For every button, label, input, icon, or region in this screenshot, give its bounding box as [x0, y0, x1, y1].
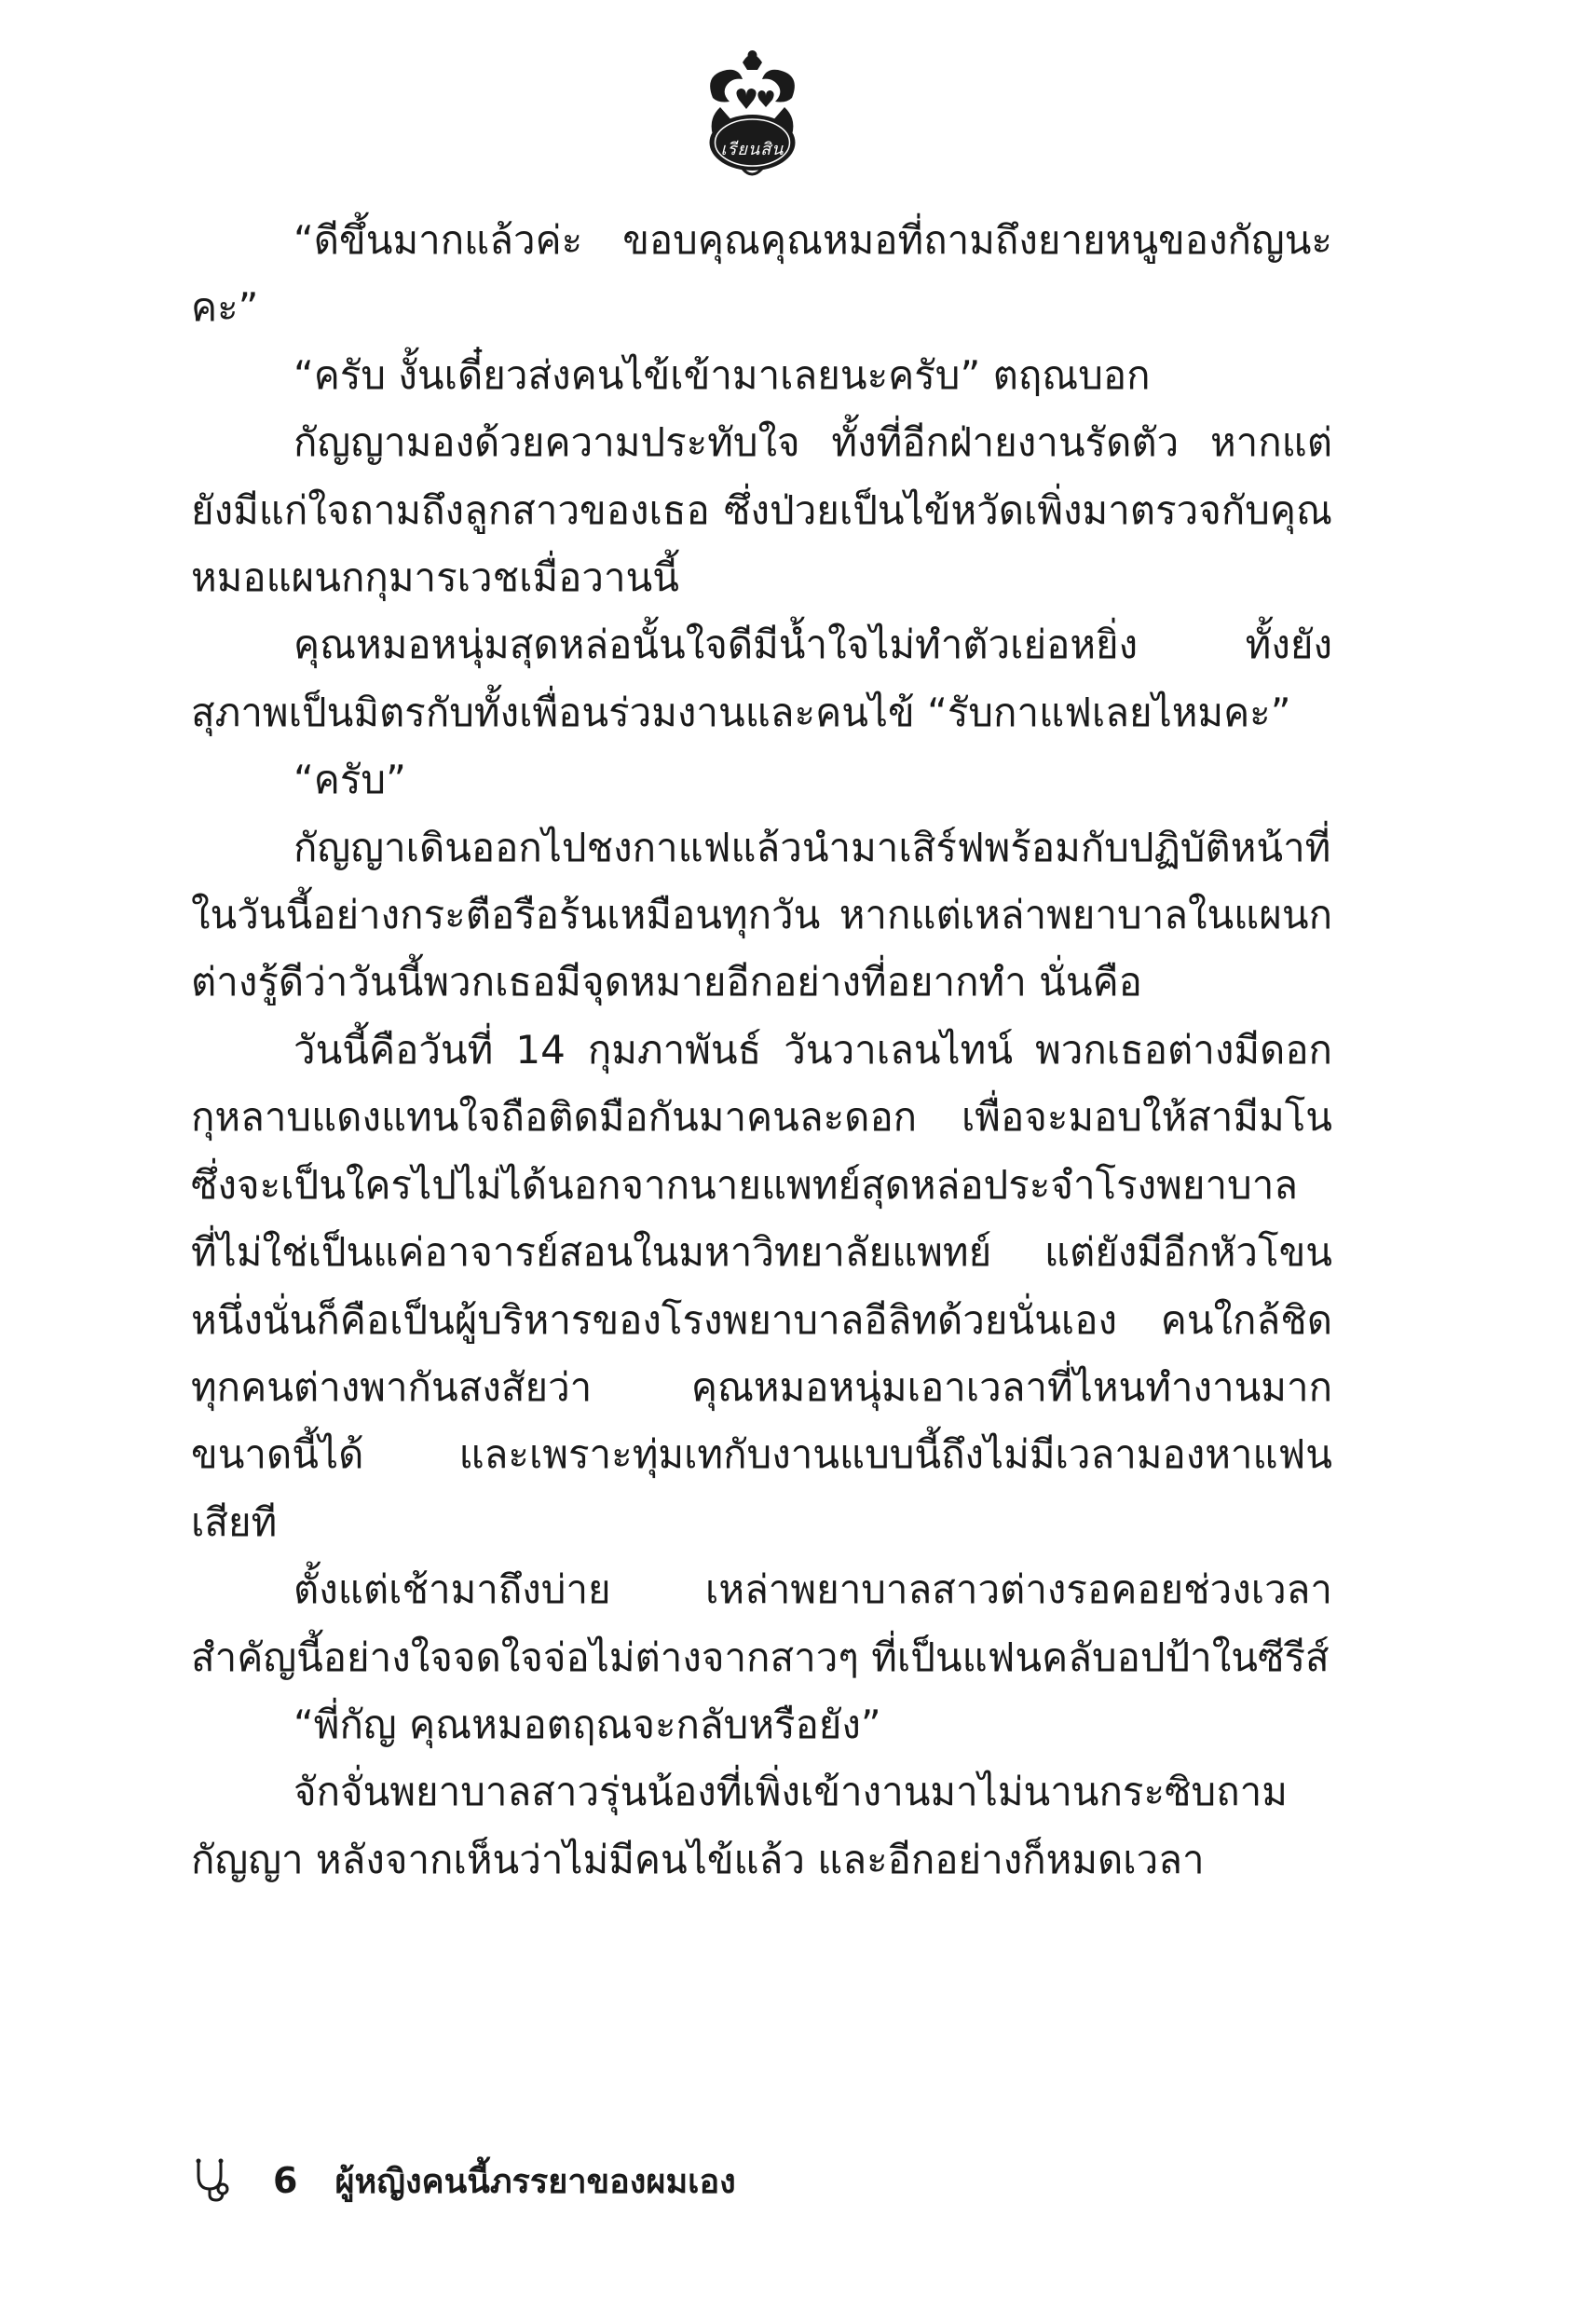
paragraph: ตั้งแต่เช้ามาถึงบ่าย เหล่าพยาบาลสาวต่างรอคอยช่วงเวลาสำคัญนี้อย่างใจจดใจจ่อไม่ต่างจากสาวๆ ที่เป็นแฟนคลับอปป้าในซีรีส์ — [191, 1566, 1332, 1680]
paragraph: “ครับ” — [293, 757, 406, 803]
paragraph: “พี่กัญ คุณหมอตฤณจะกลับหรือยัง” — [293, 1701, 881, 1747]
page-footer — [191, 2153, 1332, 2208]
paragraph: จักจั่นพยาบาลสาวรุ่นน้องที่เพิ่งเข้างานมาไม่นานกระซิบถามกัญญา หลังจากเห็นว่าไม่มีคนไข้แล้ว และอีกอย่างก็หมดเวลา — [191, 1769, 1288, 1882]
publisher-logo-text: เรียนสิน — [720, 140, 784, 159]
body-text — [191, 207, 1332, 1894]
page-number: 6 — [273, 2160, 298, 2201]
paragraph: กัญญามองด้วยความประทับใจ ทั้งที่อีกฝ่ายงานรัดตัว หากแต่ยังมีแก่ใจถามถึงลูกสาวของเธอ ซึ่งป่วยเป็นไข้หวัดเพิ่งมาตรวจกับคุณหมอแผนกกุมารเวชเมื่อวานนี้ — [191, 419, 1332, 601]
paragraph: วันนี้คือวันที่ 14 กุมภาพันธ์ วันวาเลนไทน์ พวกเธอต่างมีดอกกุหลาบแดงแทนใจถือติดมือกันมาคนละดอก เพื่อจะมอบให้สามีมโน ซึ่งจะเป็นใครไปไม่ได้นอกจากนายแพทย์สุดหล่อประจำโรงพยาบาล ที่ไม่ใช่เป็นแค่อาจารย์สอนในมหาวิทยาลัยแพทย์ แต่ยังมีอีกหัวโขนหนึ่งนั่นก็คือเป็นผู้บริหารของโรงพยาบาลอีลิทด้วยนั่นเอง คนใกล้ชิดทุกคนต่างพากันสงสัยว่า คุณหมอหนุ่มเอาเวลาที่ไหนทำงานมากขนาดนี้ได้ และเพราะทุ่มเทกับงานแบบนี้ถึงไม่มีเวลามองหาแฟนเสียที — [191, 1026, 1332, 1545]
paragraph: “ครับ งั้นเดี๋ยวส่งคนไข้เข้ามาเลยนะครับ” ตฤณบอก — [293, 351, 1151, 398]
paragraph: “ดีขึ้นมากแล้วค่ะ ขอบคุณคุณหมอที่ถามถึงยายหนูของกัญนะคะ” — [191, 217, 1332, 331]
paragraph: คุณหมอหนุ่มสุดหล่อนั้นใจดีมีน้ำใจไม่ทำตัวเย่อหยิ่ง ทั้งยังสุภาพเป็นมิตรกับทั้งเพื่อนร่วมงานและคนไข้ “รับกาแฟเลยไหมคะ” — [191, 622, 1332, 735]
book-title: ผู้หญิงคนนี้ภรรยาของผมเอง — [334, 2162, 736, 2201]
publisher-logo — [685, 42, 820, 182]
paragraph: กัญญาเดินออกไปชงกาแฟแล้วนำมาเสิร์ฟพร้อมกับปฏิบัติหน้าที่ในวันนี้อย่างกระตือรือร้นเหมือนทุกวัน หากแต่เหล่าพยาบาลในแผนกต่างรู้ดีว่าวันนี้พวกเธอมีจุดหมายอีกอย่างที่อยากทำ นั่นคือ — [191, 824, 1332, 1005]
stethoscope-icon — [191, 2157, 232, 2204]
